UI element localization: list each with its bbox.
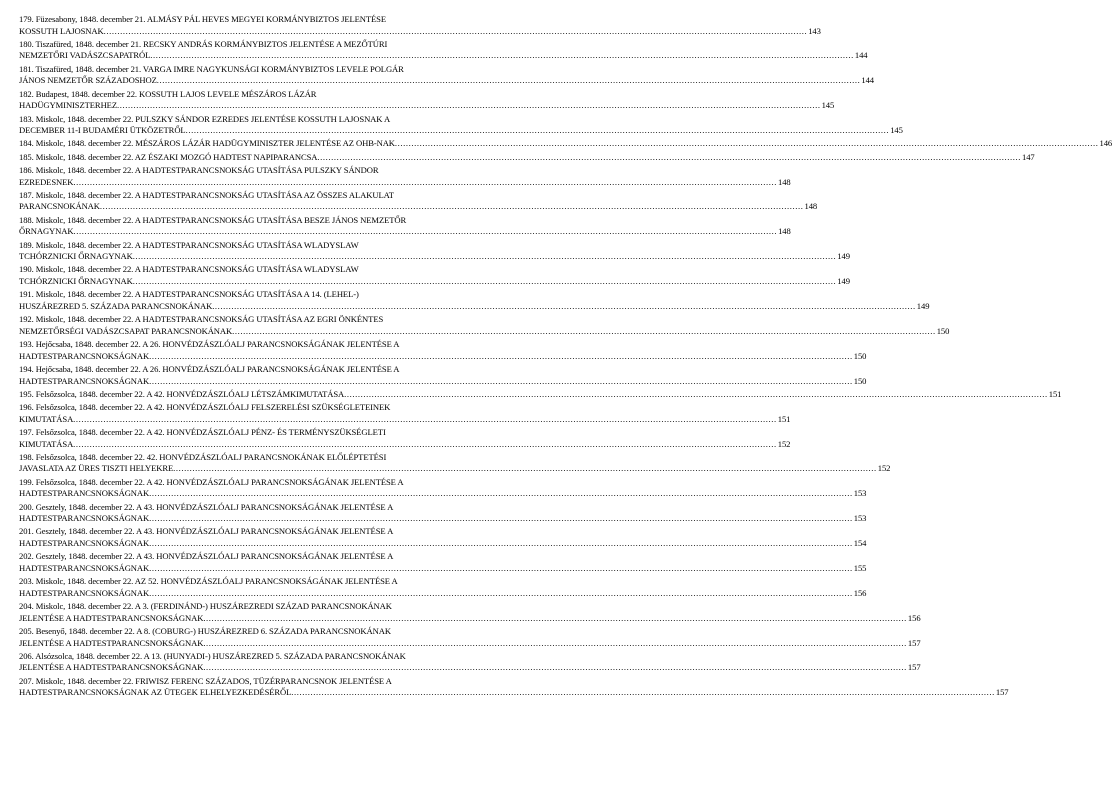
toc-entry-title: 189. Miskolc, 1848. december 22. A HADTESTPARANCSNOKSÁG UTASÍTÁSA WLADYSLAW xyxy=(19,239,359,250)
toc-page-number: 151 xyxy=(1048,388,1062,399)
toc-entry-title: 190. Miskolc, 1848. december 22. A HADTESTPARANCSNOKSÁG UTASÍTÁSA WLADYSLAW xyxy=(19,264,359,275)
toc-entry-title-continued: HADTESTPARANCSNOKSÁGNAK xyxy=(19,562,150,573)
toc-entry xyxy=(19,239,850,263)
toc-entry xyxy=(19,138,1112,150)
toc-entry-title-continued: HUSZÁREZRED 5. SZÁZADA PARANCSNOKÁNAK xyxy=(19,300,213,311)
dot-leader xyxy=(100,201,804,213)
toc-entry-title: 181. Tiszafüred, 1848. december 21. VARGA IMRE NAGYKUNSÁGI KORMÁNYBIZTOS LEVELE POLGÁR xyxy=(19,63,404,74)
toc-entry-line xyxy=(19,300,930,313)
toc-entry-title-continued: HADTESTPARANCSNOKSÁGNAK AZ ÜTEGEK ELHELYEZKEDÉSÉRŐL xyxy=(19,687,292,698)
toc-page-number: 150 xyxy=(853,375,867,386)
toc-page-number: 154 xyxy=(853,538,867,549)
toc-entry-title: 203. Miskolc, 1848. december 22. AZ 52. HONVÉDZÁSZLÓALJ PARANCSNOKSÁGÁNAK JELENTÉSE A xyxy=(19,576,398,587)
toc-entry xyxy=(19,625,921,649)
toc-entry-title: 188. Miskolc, 1848. december 22. A HADTESTPARANCSNOKSÁG UTASÍTÁSA BESZE JÁNOS NEMZETŐR xyxy=(19,214,407,225)
toc-page-number: 155 xyxy=(853,562,867,573)
dot-leader xyxy=(232,326,936,338)
toc-entry xyxy=(19,289,930,312)
toc-page-number: 144 xyxy=(861,75,874,86)
dot-leader xyxy=(133,251,837,263)
toc-page-number: 145 xyxy=(821,100,835,111)
toc-entry-line xyxy=(19,25,821,38)
toc-entry xyxy=(19,388,1062,401)
toc-page-number: 146 xyxy=(1099,138,1112,149)
toc-entry-title-continued: HADTESTPARANCSNOKSÁGNAK xyxy=(19,513,150,524)
toc-entry-title-continued: HADÜGYMINISZTERHEZ xyxy=(19,100,117,111)
toc-page-number: 156 xyxy=(853,587,867,598)
dot-leader xyxy=(73,177,777,189)
toc-page-number: 148 xyxy=(778,176,791,187)
toc-entry-line xyxy=(19,687,1009,699)
toc-page-number: 157 xyxy=(907,637,921,648)
toc-page-number: 157 xyxy=(995,687,1009,698)
toc-entry xyxy=(19,476,867,500)
dot-leader xyxy=(133,276,837,288)
toc-entry-title-continued: TCHÓRZNICKI ŐRNAGYNAK xyxy=(19,251,133,262)
toc-entry xyxy=(19,650,921,674)
toc-entry-title: 200. Gesztely, 1848. december 22. A 43. HONVÉDZÁSZLÓALJ PARANCSNOKSÁGÁNAK JELENTÉSE A xyxy=(19,501,394,512)
toc-entry-line xyxy=(19,350,867,363)
toc-entry xyxy=(19,88,835,112)
toc-entry-line xyxy=(19,488,867,500)
toc-entry xyxy=(19,451,891,475)
toc-entry xyxy=(19,38,868,62)
toc-entry-title-continued: JELENTÉSE A HADTESTPARANCSNOKSÁGNAK xyxy=(19,662,204,673)
toc-entry xyxy=(19,526,867,549)
toc-entry xyxy=(19,314,950,337)
toc-page-number: 150 xyxy=(853,350,867,361)
dot-leader xyxy=(395,138,1099,150)
dot-leader xyxy=(73,439,777,451)
toc-page-number: 153 xyxy=(853,488,867,499)
dot-leader xyxy=(203,638,907,650)
dot-leader xyxy=(149,588,853,600)
toc-page-number: 148 xyxy=(778,226,791,237)
toc-entry-title: 207. Miskolc, 1848. december 22. FRIWISZ FERENC SZÁZADOS, TÜZÉRPARANCSNOK JELENTÉSE A xyxy=(19,675,392,686)
toc-entry-title: 192. Miskolc, 1848. december 22. A HADTESTPARANCSNOKSÁG UTASÍTÁSA AZ EGRI ÖNKÉNTES xyxy=(19,314,384,325)
toc-entry xyxy=(19,402,791,425)
toc-entry xyxy=(19,501,867,525)
toc-entry xyxy=(19,151,1035,164)
dot-leader xyxy=(150,50,854,62)
toc-entry-line xyxy=(19,75,874,87)
toc-entry-title-continued: HADTESTPARANCSNOKSÁGNAK xyxy=(19,375,150,386)
toc-page-number: 149 xyxy=(837,276,850,287)
toc-page-number: 147 xyxy=(1022,151,1035,162)
toc-entry-title-continued: JELENTÉSE A HADTESTPARANCSNOKSÁGNAK xyxy=(19,637,204,648)
toc-entry-title: 187. Miskolc, 1848. december 22. A HADTESTPARANCSNOKSÁG UTASÍTÁSA AZ ÖSSZES ALAKULAT xyxy=(19,189,394,200)
dot-leader xyxy=(149,538,853,550)
toc-entry-line xyxy=(19,138,1112,150)
toc-entry-title: 179. Füzesabony, 1848. december 21. ALMÁSY PÁL HEVES MEGYEI KORMÁNYBIZTOS JELENTÉSE xyxy=(19,14,387,24)
toc-entry-title: 196. Felsőzsolca, 1848. december 22. A 42. HONVÉDZÁSZLÓALJ FELSZERELÉSI SZÜKSÉGLETEINEK xyxy=(19,402,391,413)
toc-page-number: 150 xyxy=(936,325,950,336)
toc-entry-line xyxy=(19,151,1035,164)
dot-leader xyxy=(73,226,777,238)
toc-entry-title: 205. Besenyő, 1848. december 22. A 8. (COBURG-) HUSZÁREZRED 6. SZÁZADA PARANCSNOKÁNAK xyxy=(19,625,391,636)
dot-leader xyxy=(149,513,853,525)
toc-entry xyxy=(19,189,818,213)
toc-entry-line xyxy=(19,637,921,650)
toc-entry-line xyxy=(19,50,868,62)
toc-entry-line xyxy=(19,325,950,338)
toc-entry-title: 206. Alsózsolca, 1848. december 22. A 13. (HUNYADI-) HUSZÁREZRED 5. SZÁZADA PARANCSNOKÁNAK xyxy=(19,650,406,661)
toc-page-number: 153 xyxy=(853,513,867,524)
toc-entry-title: 193. Hejőcsaba, 1848. december 22. A 26. HONVÉDZÁSZLÓALJ PARANCSNOKSÁGÁNAK JELENTÉSE A xyxy=(19,339,400,350)
toc-entry-line xyxy=(19,226,791,238)
toc-entry-title-continued: KOSSUTH LAJOSNAK xyxy=(19,25,104,36)
toc-entry xyxy=(19,214,791,238)
toc-entry-title: 180. Tiszafüred, 1848. december 21. RECSKY ANDRÁS KORMÁNYBIZTOS JELENTÉSE A MEZŐTÚRI xyxy=(19,38,388,49)
toc-entry-line xyxy=(19,125,903,137)
toc-entry-line xyxy=(19,176,791,189)
toc-entry xyxy=(19,164,791,188)
toc-entry-line xyxy=(19,513,867,525)
toc-entry-line xyxy=(19,388,1062,401)
dot-leader xyxy=(317,152,1021,164)
toc-entry-line xyxy=(19,612,921,625)
toc-entry-title-continued: JAVASLATA AZ ÜRES TISZTI HELYEKRE xyxy=(19,463,174,474)
toc-entry-line xyxy=(19,375,867,388)
toc-entry-title: 204. Miskolc, 1848. december 22. A 3. (FERDINÁND-) HUSZÁREZREDI SZÁZAD PARANCSNOKÁNAK xyxy=(19,601,392,612)
dot-leader xyxy=(149,488,853,500)
toc-page-number: 149 xyxy=(837,251,850,262)
toc-page-number: 156 xyxy=(907,612,921,623)
dot-leader xyxy=(186,125,890,137)
toc-entry-line xyxy=(19,538,867,550)
toc-entry-title-continued: JÁNOS NEMZETŐR SZÁZADOSHOZ xyxy=(19,75,157,86)
dot-leader xyxy=(212,301,916,313)
toc-entry-title-continued: NEMZETŐRI VADÁSZCSAPATRÓL xyxy=(19,50,151,61)
toc-entry-title: 194. Hejőcsaba, 1848. december 22. A 26. HONVÉDZÁSZLÓALJ PARANCSNOKSÁGÁNAK JELENTÉSE A xyxy=(19,363,400,374)
toc-entry xyxy=(19,426,791,450)
dot-leader xyxy=(203,613,907,625)
dot-leader xyxy=(149,376,853,388)
dot-leader xyxy=(344,389,1048,401)
toc-entry-title-continued: KIMUTATÁSA xyxy=(19,438,74,449)
toc-entry-title-continued: EZREDESNEK xyxy=(19,176,74,187)
toc-entry-title-continued: NEMZETŐRSÉGI VADÁSZCSAPAT PARANCSNOKÁNAK xyxy=(19,325,233,336)
toc-entry-line xyxy=(19,587,867,600)
dot-leader xyxy=(117,100,821,112)
toc-entry xyxy=(19,576,867,599)
toc-entry-title: 195. Felsőzsolca, 1848. december 22. A 42. HONVÉDZÁSZLÓALJ LÉTSZÁMKIMUTATÁSA xyxy=(19,388,345,399)
toc-entry-line xyxy=(19,413,791,426)
dot-leader xyxy=(203,662,907,674)
toc-entry-title-continued: HADTESTPARANCSNOKSÁGNAK xyxy=(19,587,150,598)
toc-entry-line xyxy=(19,251,850,263)
toc-entry-title-continued: HADTESTPARANCSNOKSÁGNAK xyxy=(19,488,150,499)
toc-entry-title: 183. Miskolc, 1848. december 22. PULSZKY SÁNDOR EZREDES JELENTÉSE KOSSUTH LAJOSNAK A xyxy=(19,113,391,124)
toc-entry-line xyxy=(19,662,921,674)
dot-leader xyxy=(104,26,808,38)
toc-entry-title-continued: PARANCSNOKÁNAK xyxy=(19,201,100,212)
toc-entry-title: 201. Gesztely, 1848. december 22. A 43. HONVÉDZÁSZLÓALJ PARANCSNOKSÁGÁNAK JELENTÉSE A xyxy=(19,526,394,537)
toc-entry-title: 182. Budapest, 1848. december 22. KOSSUTH LAJOS LEVELE MÉSZÁROS LÁZÁR xyxy=(19,88,317,99)
toc-entry-title: 185. Miskolc, 1848. december 22. AZ ÉSZAKI MOZGÓ HADTEST NAPIPARANCSA xyxy=(19,151,318,162)
toc-entry-title: 199. Felsőzsolca, 1848. december 22. A 42. HONVÉDZÁSZLÓALJ PARANCSNOKSÁGÁNAK JELENTÉSE A xyxy=(19,476,404,487)
toc-entry xyxy=(19,339,867,362)
toc-entry xyxy=(19,675,1009,699)
toc-entry xyxy=(19,63,874,87)
dot-leader xyxy=(149,563,853,575)
toc-entry-title: 198. Felsőzsolca, 1848. december 22. 42. HONVÉDZÁSZLÓALJ PARANCSNOKÁNAK ELŐLÉPTETÉSI xyxy=(19,451,387,462)
toc-entry-title-continued: DECEMBER 11-I BUDAMÉRI ÜTKÖZETRŐL xyxy=(19,125,186,136)
toc-page-number: 149 xyxy=(916,300,930,311)
toc-entry-title: 191. Miskolc, 1848. december 22. A HADTESTPARANCSNOKSÁG UTASÍTÁSA A 14. (LEHEL-) xyxy=(19,289,359,300)
dot-leader xyxy=(291,687,995,699)
dot-leader xyxy=(73,414,777,426)
toc-page-number: 151 xyxy=(777,413,791,424)
dot-leader xyxy=(149,351,853,363)
toc-entry-line xyxy=(19,201,818,213)
toc-page-number: 143 xyxy=(808,25,821,36)
toc-entry-title-continued: HADTESTPARANCSNOKSÁGNAK xyxy=(19,538,150,549)
toc-entry-line xyxy=(19,100,835,112)
dot-leader xyxy=(157,75,861,87)
toc-page-number: 152 xyxy=(777,438,791,449)
toc-entry-line xyxy=(19,463,891,475)
toc-entry xyxy=(19,264,850,287)
toc-page-number: 157 xyxy=(907,662,921,673)
toc-page-number: 145 xyxy=(890,125,903,136)
toc-page-number: 144 xyxy=(854,50,868,61)
toc-page-number: 152 xyxy=(877,463,891,474)
toc-entry-title-continued: HADTESTPARANCSNOKSÁGNAK xyxy=(19,350,150,361)
toc-entry-title: 197. Felsőzsolca, 1848. december 22. A 42. HONVÉDZÁSZLÓALJ PÉNZ- ÉS TERMÉNYSZÜKSÉGLETI xyxy=(19,426,386,437)
toc-entry-title: 184. Miskolc, 1848. december 22. MÉSZÁROS LÁZÁR HADÜGYMINISZTER JELENTÉSE AZ OHB-NAK xyxy=(19,138,395,149)
dot-leader xyxy=(173,463,877,475)
toc-page-number: 148 xyxy=(804,201,818,212)
toc-entry-title: 186. Miskolc, 1848. december 22. A HADTESTPARANCSNOKSÁG UTASÍTÁSA PULSZKY SÁNDOR xyxy=(19,164,379,175)
toc-entry xyxy=(19,601,921,624)
toc-entry-title-continued: TCHÓRZNICKI ŐRNAGYNAK xyxy=(19,276,133,287)
toc-entry-line xyxy=(19,438,791,451)
toc-entry-title-continued: ŐRNAGYNAK xyxy=(19,226,74,237)
toc-entry xyxy=(19,113,903,137)
toc-entry-title-continued: JELENTÉSE A HADTESTPARANCSNOKSÁGNAK xyxy=(19,612,204,623)
toc-entry xyxy=(19,551,867,574)
toc-entry-line xyxy=(19,562,867,575)
table-of-contents xyxy=(19,14,1112,701)
toc-entry-title: 202. Gesztely, 1848. december 22. A 43. HONVÉDZÁSZLÓALJ PARANCSNOKSÁGÁNAK JELENTÉSE A xyxy=(19,551,394,562)
toc-entry xyxy=(19,363,867,387)
toc-entry-line xyxy=(19,276,850,288)
toc-entry-title-continued: KIMUTATÁSA xyxy=(19,413,74,424)
toc-entry xyxy=(19,14,821,37)
